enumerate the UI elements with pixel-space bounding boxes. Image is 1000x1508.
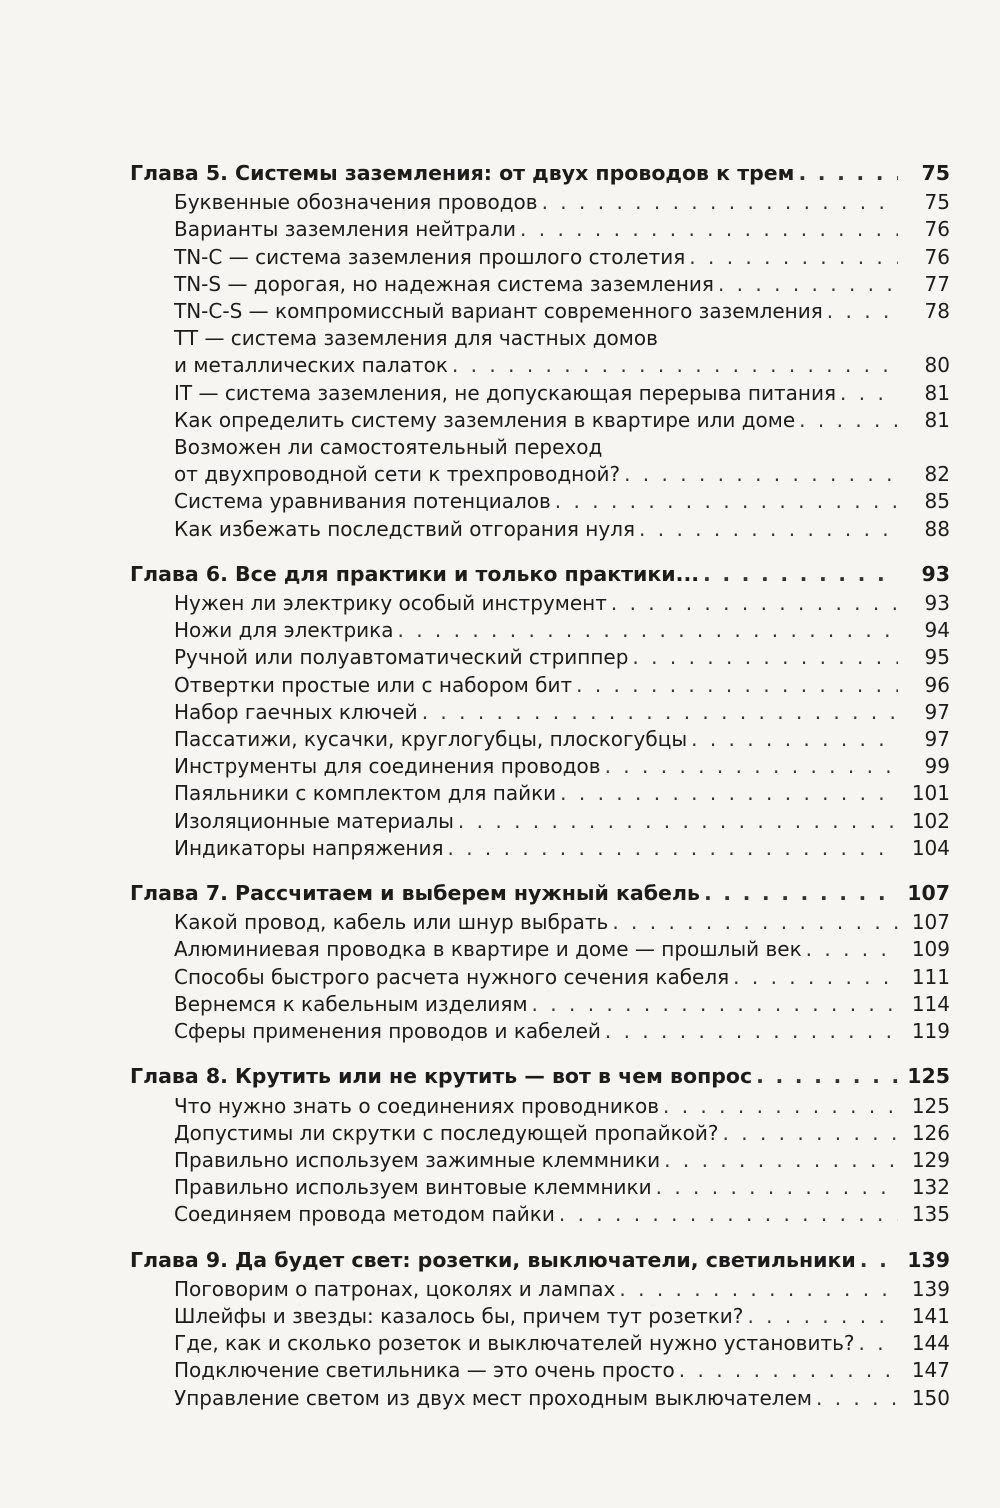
toc-entry[interactable] [130,590,950,617]
entry-title: Какой провод, кабель или шнур выбрать [174,910,609,935]
entry-page-number: 119 [911,1019,950,1044]
chapter-heading[interactable] [130,1063,950,1090]
leader-dots [612,909,898,936]
leader-dots [689,244,898,271]
entry-page-number: 107 [911,910,950,935]
entry-page-number: 88 [924,516,950,541]
entry-page-number: 96 [924,672,950,697]
toc-entry[interactable] [130,325,950,379]
leader-dots [452,352,898,379]
leader-dots [733,964,898,991]
entry-page-number: 75 [924,190,950,215]
entry-title: Вернемся к кабельным изделиям [174,991,528,1016]
entry-page-number: 76 [924,244,950,269]
entry-line2 [174,461,950,488]
entry-page-number: 77 [924,271,950,296]
table-of-contents [130,160,950,1430]
entry-page-number: 97 [924,699,950,724]
entry-page-number: 147 [911,1358,950,1383]
toc-entry[interactable] [130,1276,950,1303]
entry-page-number: 104 [911,835,950,860]
toc-entry[interactable] [130,1201,950,1228]
toc-entry[interactable] [130,808,950,835]
entry-title: Ручной или полуавтоматический стриппер [174,645,629,670]
entry-title: Пассатижи, кусачки, круглогубцы, плоскогубцы [174,727,688,752]
entry-title: Система уравнивания потенциалов [174,489,551,514]
toc-entry[interactable] [130,780,950,807]
toc-entry[interactable] [130,380,950,407]
toc-entry[interactable] [130,244,950,271]
toc-entry[interactable] [130,964,950,991]
toc-entry[interactable] [130,1174,950,1201]
chapter-heading[interactable] [130,1247,950,1274]
toc-entry[interactable] [130,298,950,325]
entry-page-number: 76 [924,217,950,242]
leader-dots [816,1385,898,1412]
entry-title: TN-C-S — компромиссный вариант современного заземления [174,299,823,324]
chapter-page-number: 75 [921,161,950,185]
toc-entry[interactable] [130,407,950,434]
toc-entry[interactable] [130,189,950,216]
entry-title: Отвертки простые или с набором бит [174,672,573,697]
toc-entry[interactable] [130,271,950,298]
chapter-title: Глава 8. Крутить или не крутить — вот в чем вопрос [130,1064,753,1089]
leader-dots [798,160,898,187]
entry-title-line1: Возможен ли самостоятельный переход [174,435,603,460]
entry-page-number: 132 [911,1175,950,1200]
entry-title: Ножи для электрика [174,618,394,643]
leader-dots [605,753,898,780]
chapter-page-number: 139 [907,1247,950,1272]
toc-entry[interactable] [130,1303,950,1330]
leader-dots [639,516,898,543]
leader-dots [611,590,898,617]
entry-title: Изоляционные материалы [174,808,454,833]
leader-dots [756,1063,898,1090]
toc-entry[interactable] [130,1018,950,1045]
entry-page-number: 126 [911,1120,950,1145]
toc-entry[interactable] [130,216,950,243]
toc-entry[interactable] [130,1330,950,1357]
entry-title: Нужен ли электрику особый инструмент [174,591,607,616]
toc-entry[interactable] [130,1093,950,1120]
leader-dots [605,1018,898,1045]
leader-dots [624,461,898,488]
entry-title-line1: TT — система заземления для частных домов [174,326,658,351]
leader-dots [559,1201,898,1228]
toc-entry[interactable] [130,644,950,671]
entry-title: TN-C — система заземления прошлого столетия [174,244,686,269]
entry-page-number: 111 [911,964,950,989]
chapter-page-number: 93 [921,561,950,586]
toc-entry[interactable] [130,516,950,543]
entry-page-number: 109 [911,937,950,962]
entry-page-number: 99 [924,754,950,779]
leader-dots [718,271,898,298]
entry-page-number: 85 [924,489,950,514]
toc-entry[interactable] [130,1385,950,1412]
entry-page-number: 102 [911,808,950,833]
leader-dots [723,1120,898,1147]
leader-dots [656,1174,898,1201]
entry-page-number: 129 [911,1147,950,1172]
entry-page-number: 144 [911,1331,950,1356]
entry-title: Правильно используем винтовые клеммники [174,1175,652,1200]
entry-page-number: 125 [911,1093,950,1118]
entry-title: Подключение светильника — это очень просто [174,1358,675,1383]
toc-entry[interactable] [130,488,950,515]
entry-line2 [174,352,950,379]
entry-title: Правильно используем зажимные клеммники [174,1147,661,1172]
leader-dots [747,1303,898,1330]
leader-dots [520,216,898,243]
chapter-heading[interactable] [130,880,950,907]
chapter-heading[interactable] [130,561,950,588]
leader-dots [664,1147,898,1174]
leader-dots [704,880,898,907]
leader-dots [691,726,898,753]
toc-entry[interactable] [130,936,950,963]
toc-entry[interactable] [130,434,950,488]
chapter-heading[interactable] [130,160,950,187]
toc-chapter [130,561,950,862]
entry-page-number: 82 [924,462,950,487]
entry-title: Как избежать последствий отгорания нуля [174,516,636,541]
chapter-title: Глава 6. Все для практики и только практики... [130,561,700,586]
leader-dots [397,617,898,644]
entry-title: Соединяем провода методом пайки [174,1202,555,1227]
leader-dots [799,407,898,434]
toc-entry[interactable] [130,699,950,726]
entry-title: Варианты заземления нейтрали [174,217,517,242]
leader-dots [827,298,898,325]
leader-dots [679,1357,898,1384]
leader-dots [703,561,898,588]
entry-title: и металлических палаток [174,353,448,378]
entry-title: Набор гаечных ключей [174,699,418,724]
toc-entry[interactable] [130,617,950,644]
leader-dots [859,1330,898,1357]
toc-entry[interactable] [130,1147,950,1174]
entry-title: Алюминиевая проводка в квартире и доме — прошлый век [174,937,802,962]
entry-page-number: 101 [911,781,950,806]
entry-page-number: 141 [911,1303,950,1328]
entry-title: Как определить систему заземления в квартире или доме [174,407,796,432]
entry-page-number: 94 [924,618,950,643]
entry-title: Шлейфы и звезды: казалось бы, причем тут розетки? [174,1303,744,1328]
entry-title: Индикаторы напряжения [174,835,444,860]
leader-dots [632,644,898,671]
entry-title: Способы быстрого расчета нужного сечения кабеля [174,964,730,989]
leader-dots [448,835,899,862]
entry-page-number: 93 [924,591,950,616]
toc-chapter [130,160,950,543]
entry-page-number: 135 [911,1202,950,1227]
entry-title: Сферы применения проводов и кабелей [174,1019,601,1044]
toc-entry[interactable] [130,1120,950,1147]
leader-dots [619,1276,898,1303]
leader-dots [806,936,898,963]
toc-entry[interactable] [130,672,950,699]
entry-page-number: 78 [924,299,950,324]
entry-title: TN-S — дорогая, но надежная система заземления [174,271,714,296]
chapter-title: Глава 9. Да будет свет: розетки, выключатели, светильники [130,1247,856,1272]
toc-entry[interactable] [130,835,950,862]
leader-dots [576,672,898,699]
entry-title: Что нужно знать о соединениях проводников [174,1093,659,1118]
entry-title: Где, как и сколько розеток и выключателей нужно установить? [174,1331,855,1356]
entry-page-number: 114 [911,991,950,1016]
chapter-page-number: 107 [907,881,950,906]
toc-entry[interactable] [130,909,950,936]
toc-entry[interactable] [130,1357,950,1384]
entry-page-number: 97 [924,727,950,752]
entry-page-number: 150 [911,1385,950,1410]
leader-dots [840,380,898,407]
entry-page-number: 81 [924,380,950,405]
toc-entry[interactable] [130,991,950,1018]
leader-dots [532,991,898,1018]
entry-title: Допустимы ли скрутки с последующей пропайкой? [174,1120,719,1145]
leader-dots [542,189,898,216]
entry-page-number: 80 [924,353,950,378]
toc-chapter [130,880,950,1045]
entry-title: от двухпроводной сети к трехпроводной? [174,462,621,487]
entry-title: Буквенные обозначения проводов [174,190,538,215]
leader-dots [860,1247,898,1274]
toc-entry[interactable] [130,726,950,753]
toc-chapter [130,1063,950,1228]
entry-title: Паяльники с комплектом для пайки [174,781,557,806]
leader-dots [560,780,898,807]
entry-title: IT — система заземления, не допускающая перерыва питания [174,380,837,405]
leader-dots [555,488,898,515]
entry-title: Управление светом из двух мест проходным выключателем [174,1385,812,1410]
toc-chapter [130,1247,950,1412]
entry-page-number: 81 [924,407,950,432]
entry-title: Инструменты для соединения проводов [174,754,601,779]
leader-dots [663,1093,898,1120]
toc-entry[interactable] [130,753,950,780]
chapter-page-number: 125 [907,1064,950,1089]
entry-title: Поговорим о патронах, цоколях и лампах [174,1276,616,1301]
entry-page-number: 139 [911,1276,950,1301]
leader-dots [422,699,898,726]
chapter-title: Глава 5. Системы заземления: от двух проводов к трем [130,161,795,185]
chapter-title: Глава 7. Рассчитаем и выберем нужный кабель [130,881,700,906]
entry-page-number: 95 [924,645,950,670]
leader-dots [458,808,898,835]
